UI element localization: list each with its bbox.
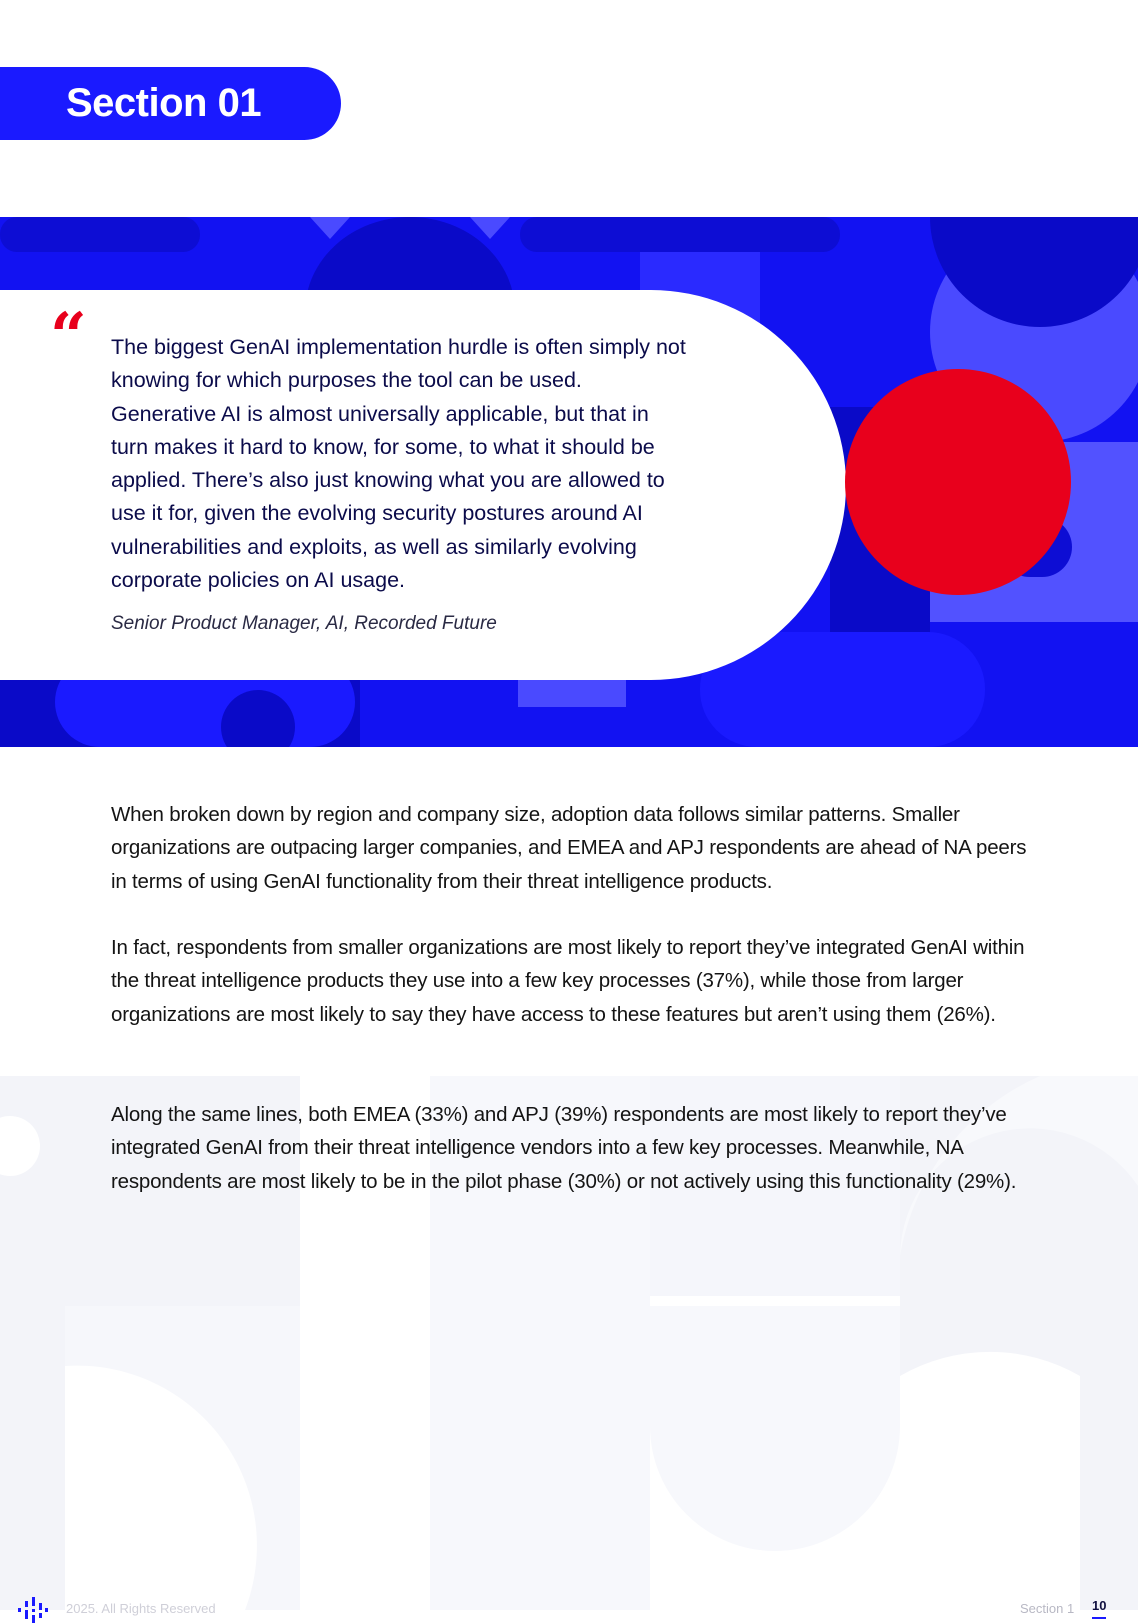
body-paragraph-1: When broken down by region and company size, adoption data follows similar patterns. Smaller organizations are outpacing larger companies, and EMEA and APJ respondents are ahead of NA peers in terms of using GenAI functionality from their threat intelligence products. — [111, 803, 1027, 893]
decorative-red-circle — [845, 369, 1071, 595]
quote-text: The biggest GenAI implementation hurdle is often simply not knowing for which purposes the tool can be used. Generative AI is almost universally applicable, but that in turn makes it hard to know, for some, to what it should be applied. There’s also just knowing what you are allowed to use it for, given the evolving security postures around AI vulnerabilities and exploits, as well as similarly evolving corporate policies on AI usage. — [111, 335, 686, 593]
section-header-pill — [0, 67, 341, 140]
body-paragraph-2: In fact, respondents from smaller organizations are most likely to report they’ve integrated GenAI within the threat intelligence products they use into a few key processes (37%), while those from larger organizations are most likely to say they have access to these features but aren’t using them (26%). — [111, 936, 1025, 1026]
recorded-future-logo-icon — [17, 1597, 49, 1623]
section-title: Section 01 — [66, 81, 262, 125]
quote-attribution: Senior Product Manager, AI, Recorded Future — [111, 613, 497, 634]
footer-section-label: Section 1 — [1020, 1601, 1075, 1616]
body-paragraph-3: Along the same lines, both EMEA (33%) and APJ (39%) respondents are most likely to report they’ve integrated GenAI from their threat intelligence vendors into a few key processes. Meanwhile, NA respondents are most likely to be in the pilot phase (30%) or not actively using this functionality (29%). — [111, 1103, 1017, 1193]
footer-copyright: 2025. All Rights Reserved — [66, 1601, 216, 1616]
quote-mark-icon: “ — [50, 299, 87, 374]
footer-page-number: 10 — [1092, 1598, 1106, 1619]
